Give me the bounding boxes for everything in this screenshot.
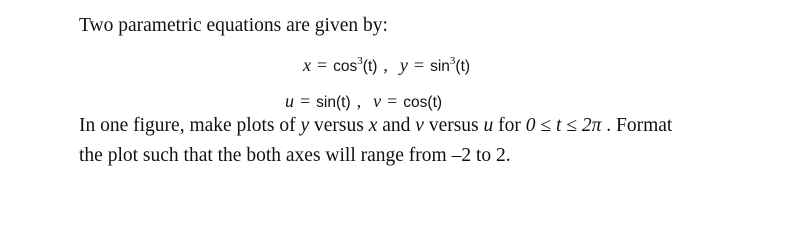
t-range: 0 ≤ t ≤ 2π: [525, 115, 602, 136]
x-exponent: 3: [357, 55, 363, 67]
u-variable: u: [483, 115, 494, 136]
y-argument: (t): [455, 58, 471, 75]
cos-function: cos: [333, 58, 358, 75]
y-variable: y: [300, 115, 310, 136]
equals-sign: =: [387, 91, 398, 111]
instruction-line-2: the plot such that the both axes will range from –2 to 2.: [79, 145, 511, 166]
instruction-text: In one figure, make plots of: [79, 115, 301, 136]
instruction-text: . Format: [601, 115, 673, 136]
sin-function: sin: [316, 94, 336, 111]
instruction-text: and: [377, 115, 416, 136]
equation-u-v: [285, 89, 442, 115]
equals-sign: =: [413, 55, 425, 75]
x-variable: x: [368, 115, 378, 136]
instruction-text: versus: [309, 115, 369, 136]
comma-separator: ,: [356, 91, 362, 111]
u-variable: u: [285, 91, 294, 111]
y-variable: y: [399, 55, 408, 75]
equals-sign: =: [317, 55, 328, 75]
x-argument: (t): [362, 58, 378, 75]
v-variable: v: [373, 91, 382, 111]
sin-function: sin: [430, 58, 450, 75]
cos-function: cos: [403, 94, 428, 111]
instruction-text: for: [493, 115, 526, 136]
comma-separator: ,: [383, 55, 388, 75]
instruction-text: versus: [423, 115, 484, 136]
equals-sign: =: [300, 91, 311, 111]
x-variable: x: [303, 55, 311, 75]
equation-x-y: [303, 49, 470, 79]
intro-text: Two parametric equations are given by:: [79, 15, 388, 36]
y-exponent: 3: [449, 55, 456, 67]
u-argument: (t): [335, 94, 351, 111]
v-variable: v: [415, 115, 424, 136]
v-argument: (t): [427, 94, 443, 111]
instruction-line-1: [79, 114, 672, 138]
